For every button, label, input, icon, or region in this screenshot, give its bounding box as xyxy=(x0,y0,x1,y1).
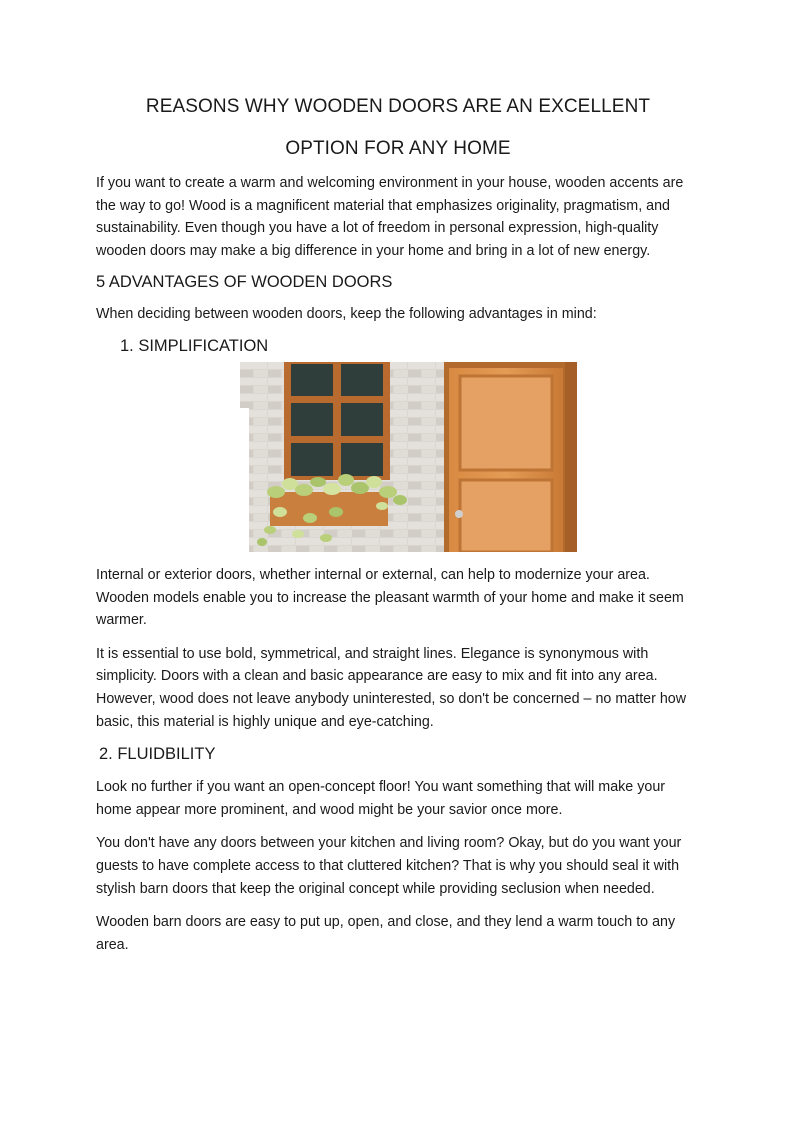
page-title-line-2: OPTION FOR ANY HOME xyxy=(285,138,511,159)
advantages-intro-paragraph: When deciding between wooden doors, keep the following advantages in mind: xyxy=(96,306,597,323)
page-title-line-1: REASONS WHY WOODEN DOORS ARE AN EXCELLENT xyxy=(145,96,651,117)
wooden-door xyxy=(444,362,577,552)
simplification-heading: 1. SIMPLIFICATION xyxy=(120,336,269,355)
fluidbility-heading: 2. FLUIDBILITY xyxy=(99,745,216,764)
simplification-paragraph-2: It is essential to use bold, symmetrical, and straight lines. Elegance is synonymous with simplicity. Doors with a clean and basic appearance are easy to mix and fit into any area. However, wood does not leave anybody uninterested, so don't be concerned – no matter how basic, this material is highly unique and eye-catching. xyxy=(96,645,687,730)
advantages-heading: 5 ADVANTAGES OF WOODEN DOORS xyxy=(96,273,393,292)
wooden-door-window-photo xyxy=(240,362,577,552)
window-frame xyxy=(284,362,390,480)
planter-box xyxy=(270,492,388,526)
fluidbility-paragraph-1: Look no further if you want an open-concept floor! You want something that will make your home appear more prominent, and wood might be your savior once more. xyxy=(96,779,666,818)
intro-paragraph: If you want to create a warm and welcoming environment in your house, wooden accents are the way to go! Wood is a magnificent material that emphasizes originality, pragmatism, and sustainability. Even though you have a lot of freedom in personal expression, high-quality wooden doors may make a big difference in your home and bring in a lot of new energy. xyxy=(96,175,684,259)
simplification-paragraph-1: Internal or exterior doors, whether internal or external, can help to modernize your area. Wooden models enable you to increase the pleasant warmth of your home and make it seem warmer. xyxy=(96,566,684,629)
fluidbility-paragraph-3: Wooden barn doors are easy to put up, open, and close, and they lend a warm touch to any area. xyxy=(96,914,676,953)
document-page xyxy=(96,96,700,956)
fluidbility-paragraph-2: You don't have any doors between your kitchen and living room? Okay, but do you want your guests to have complete access to that cluttered kitchen? That is why you should seal it with stylish barn doors that keep the original concept while providing seclusion when needed. xyxy=(96,835,682,897)
